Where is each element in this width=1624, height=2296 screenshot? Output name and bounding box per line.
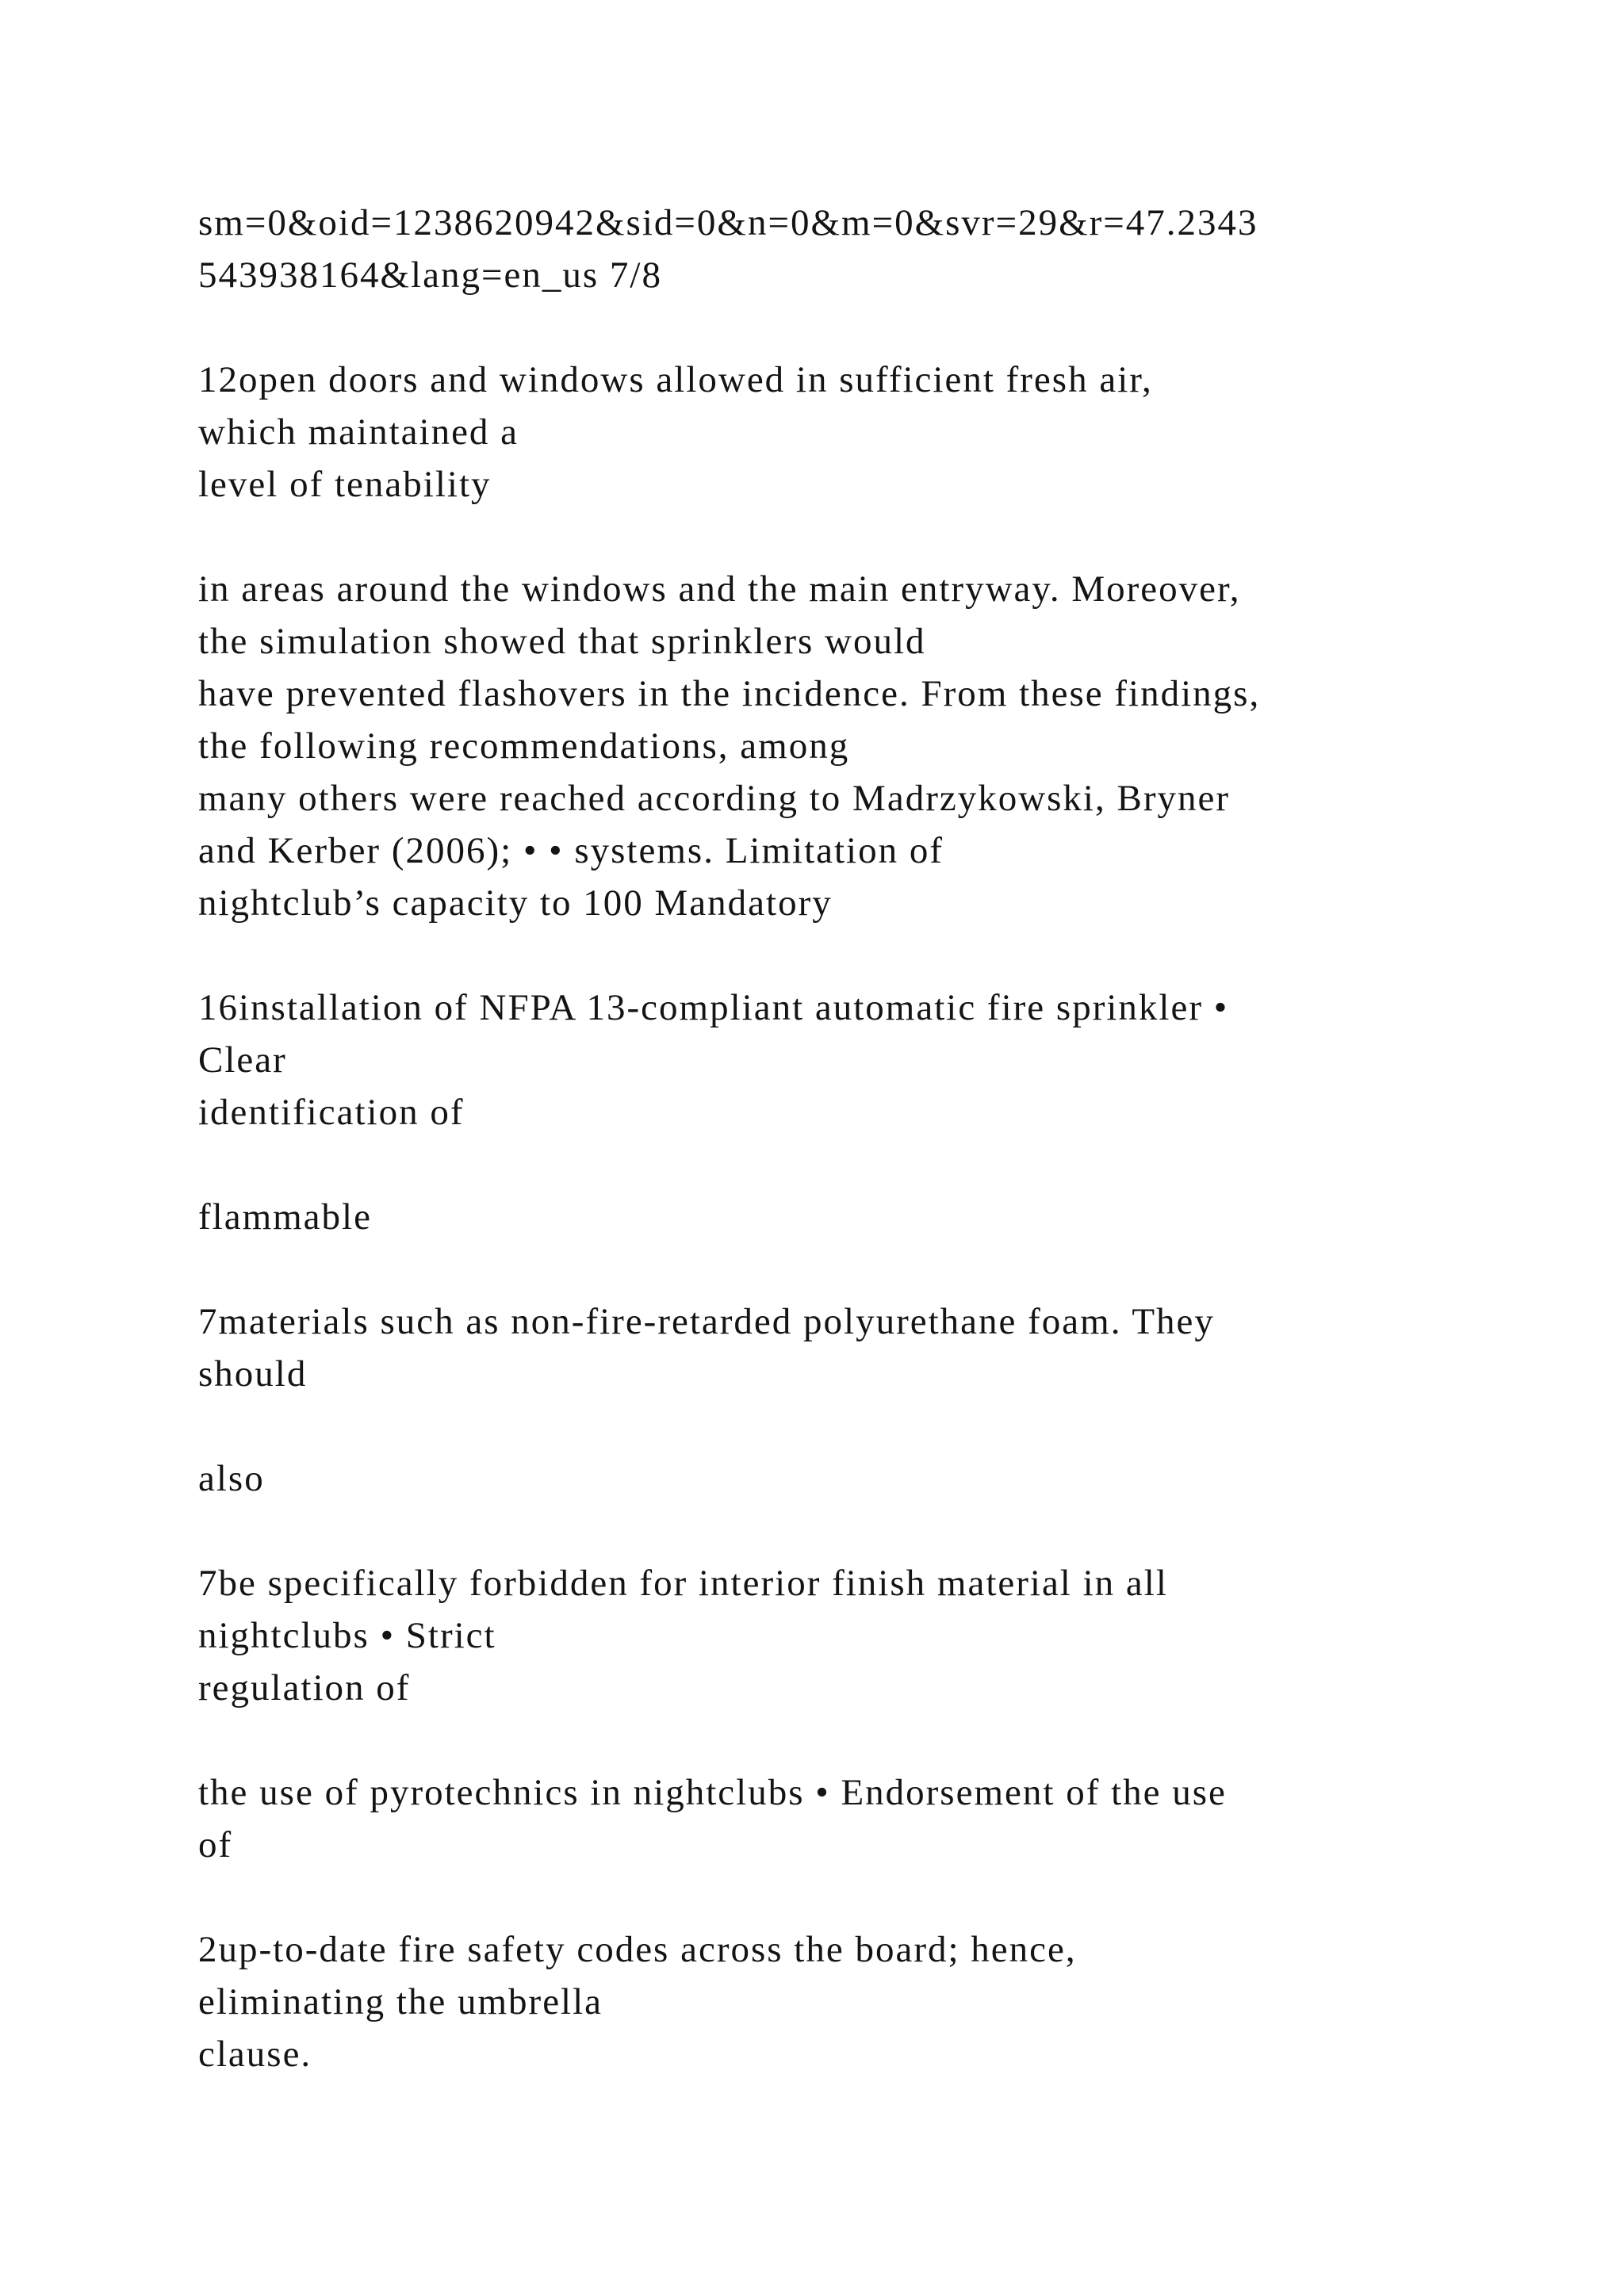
text-line: the use of pyrotechnics in nightclubs • Endorsement of the use	[198, 1772, 1227, 1813]
text-line: in areas around the windows and the main entryway. Moreover,	[198, 568, 1241, 610]
paragraph-fresh-air	[198, 354, 1507, 511]
paragraph-also	[198, 1452, 1507, 1505]
text-line: of	[198, 1824, 233, 1866]
text-line: have prevented flashovers in the incidence. From these findings,	[198, 673, 1261, 714]
paragraph-flammable	[198, 1191, 1507, 1243]
text-line: level of tenability	[198, 464, 492, 505]
text-line: the simulation showed that sprinklers would	[198, 621, 926, 662]
text-line: flammable	[198, 1196, 372, 1238]
text-line: also	[198, 1458, 265, 1499]
text-line: 2up-to-date fire safety codes across the board; hence,	[198, 1929, 1077, 1970]
text-line: identification of	[198, 1092, 465, 1133]
text-line: many others were reached according to Madrzykowski, Bryner	[198, 778, 1231, 819]
text-line: the following recommendations, among	[198, 725, 850, 767]
text-line: nightclubs • Strict	[198, 1615, 496, 1656]
text-line: 12open doors and windows allowed in sufficient fresh air,	[198, 359, 1153, 400]
paragraph-sprinkler-installation	[198, 982, 1507, 1138]
text-line: nightclub’s capacity to 100 Mandatory	[198, 882, 833, 924]
text-line: which maintained a	[198, 411, 519, 453]
paragraph-interior-finish	[198, 1557, 1507, 1714]
paragraph-url-fragment	[198, 197, 1507, 301]
text-line: and Kerber (2006); • • systems. Limitation of	[198, 830, 944, 871]
text-line: regulation of	[198, 1667, 411, 1709]
text-line: clause.	[198, 2034, 312, 2075]
paragraph-findings	[198, 563, 1507, 929]
paragraph-materials	[198, 1295, 1507, 1400]
text-line: eliminating the umbrella	[198, 1981, 603, 2022]
text-line: 543938164&lang=en_us 7/8	[198, 254, 662, 296]
text-line: 16installation of NFPA 13-compliant automatic fire sprinkler •	[198, 987, 1229, 1028]
text-line: 7be specifically forbidden for interior finish material in all	[198, 1563, 1168, 1604]
text-line: sm=0&oid=1238620942&sid=0&n=0&m=0&svr=29&r=47.2343	[198, 202, 1258, 243]
text-line: 7materials such as non-fire-retarded polyurethane foam. They	[198, 1301, 1215, 1342]
text-line: should	[198, 1353, 308, 1395]
paragraph-fire-safety-codes	[198, 1923, 1507, 2080]
text-line: Clear	[198, 1039, 287, 1081]
document-body	[198, 197, 1507, 2080]
paragraph-pyrotechnics	[198, 1766, 1507, 1871]
